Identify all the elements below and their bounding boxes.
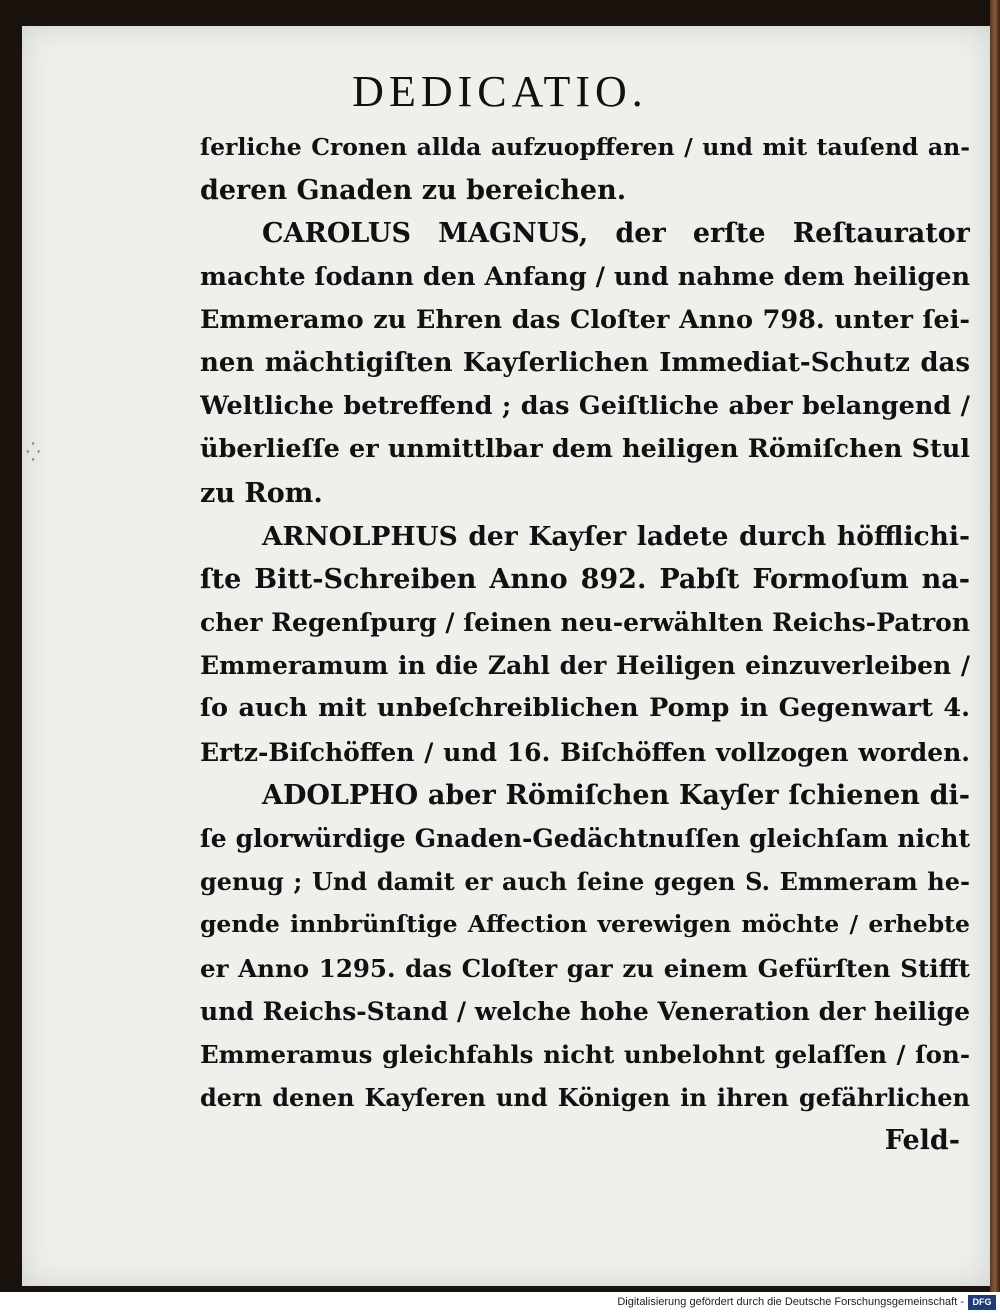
text-line: und Reichs-Stand / welche hohe Veneration der heilige	[200, 996, 970, 1026]
text-line: machte ſodann den Anfang / und nahme dem heiligen	[200, 261, 970, 292]
text-line: überlieſſe er unmittlbar dem heiligen Römiſchen Stul	[200, 434, 970, 465]
text-line: Ertz-Biſchöffen / und 16. Biſchöffen vollzogen worden.	[200, 737, 970, 767]
catchword: Feld-	[884, 1125, 960, 1157]
text-line: gende innbrünſtige Affection verewigen möchte / erhebte	[200, 910, 970, 939]
paragraph-start-line: ARNOLPHUS der Kayſer ladete durch höfflichi-	[262, 520, 970, 552]
text-line: cher Regenſpurg / ſeinen neu-erwählten Reichs-Patron	[200, 608, 970, 638]
page-edge	[990, 0, 1000, 1292]
text-line: deren Gnaden zu bereichen.	[200, 175, 627, 207]
paragraph-start-line: ADOLPHO aber Römiſchen Kayſer ſchienen di-	[262, 779, 970, 811]
text-line: Emmeramo zu Ehren das Cloſter Anno 798. unter ſei-	[200, 304, 970, 335]
dfg-logo: DFG	[968, 1295, 996, 1310]
margin-mark: ⁛	[26, 442, 41, 463]
text-line: Weltliche betreffend ; das Geiſtliche aber belangend /	[200, 391, 970, 422]
text-line: genug ; Und damit er auch ſeine gegen S. Emmeram he-	[200, 867, 970, 897]
text-line: ſerliche Cronen allda aufzuopfferen / und mit tauſend an-	[200, 133, 970, 161]
text-line: dern denen Kayſeren und Königen in ihren gefährlichen	[200, 1083, 970, 1113]
text-line: er Anno 1295. das Cloſter gar zu einem Gefürſten Stifft	[200, 953, 970, 983]
text-line: ſte Bitt-Schreiben Anno 892. Pabſt Formoſum na-	[200, 563, 970, 595]
paragraph-start-line: CAROLUS MAGNUS, der erſte Reſtaurator	[262, 218, 970, 250]
text-line: ſo auch mit unbeſchreiblichen Pomp in Gegenwart 4.	[200, 693, 970, 724]
funding-credit: Digitalisierung gefördert durch die Deutsche Forschungsgemeinschaft -	[617, 1296, 964, 1308]
page-header: DEDICATIO.	[352, 67, 648, 116]
body-text	[200, 126, 970, 1163]
text-line: zu Rom.	[200, 477, 323, 509]
text-line: nen mächtigiſten Kayſerlichen Immediat-Schutz das	[200, 347, 970, 378]
text-line: Emmeramus gleichfahls nicht unbelohnt gelaſſen / ſon-	[200, 1039, 970, 1069]
text-line: ſe glorwürdige Gnaden-Gedächtnuſſen gleichſam nicht	[200, 824, 970, 853]
text-line: Emmeramum in die Zahl der Heiligen einzuverleiben /	[200, 651, 970, 681]
